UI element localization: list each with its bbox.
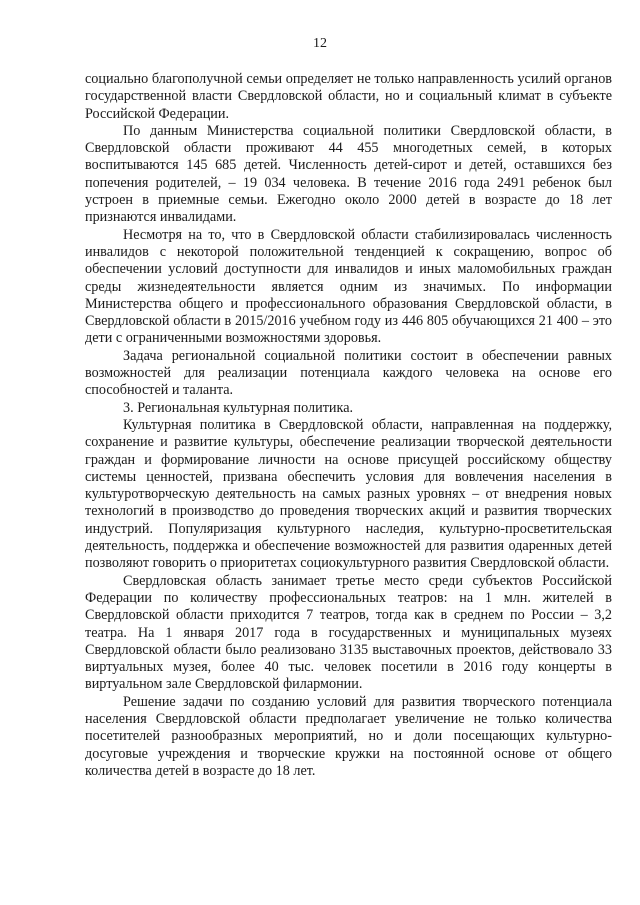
page-number: 12 [313, 36, 327, 51]
paragraph-continuation: социально благополучной семьи определяет не только направленность усилий органов государственной власти Свердловской области, но и социальный климат в субъекте Российской Федерации. [85, 71, 612, 122]
paragraph-creative-potential: Решение задачи по созданию условий для развития творческого потенциала населения Свердловской области предполагает увеличение не только количества посетителей разнообразных мероприятий, но и доли посещающих культурно-досуговые учреждения и творческие кружки на постоянной основе от общего количества детей в возрасте до 18 лет. [85, 693, 612, 779]
paragraph-theatres-museums: Свердловская область занимает третье место среди субъектов Российской Федерации по количеству профессиональных театров: на 1 млн. жителей в Свердловской области приходится 7 театров, тогда как в среднем по России – 3,2 театра. На 1 января 2017 года в государственных и муниципальных музеях Свердловской области было реализовано 3135 выставочных проектов, действовало 33 виртуальных музея, более 40 тыс. человек посетили в 2016 году концерты в виртуальном зале Свердловской филармонии. [85, 572, 612, 693]
paragraph-cultural-policy: Культурная политика в Свердловской области, направленная на поддержку, сохранение и развитие культуры, обеспечение реализации творческой деятельности граждан и формирование личности на основе присущей российскому обществу системы ценностей, призвана обеспечить условия для вовлечения населения в культуротворческую деятельность на самых разных уровнях – от внедрения новых технологий в производство до проведения творческих акций и развития творческих индустрий. Популяризация культурного наследия, культурно-просветительская деятельность, поддержка и обеспечение возможностей для развития одаренных детей позволяют говорить о приоритетах социокультурного развития Свердловской области. [85, 416, 612, 572]
section-heading: 3. Региональная культурная политика. [123, 399, 354, 416]
paragraph-large-families: По данным Министерства социальной политики Свердловской области, в Свердловской области проживают 44 455 многодетных семей, в которых воспитываются 145 685 детей. Численность детей-сирот и детей, оставшихся без попечения родителей, – 19 034 человека. В течение 2016 года 2491 ребенок был устроен в приемные семьи. Ежегодно около 2000 детей в возрасте до 18 лет признаются инвалидами. [85, 122, 612, 226]
paragraph-disabled-accessibility: Несмотря на то, что в Свердловской области стабилизировалась численность инвалидов с некоторой положительной тенденцией к сокращению, вопрос об обеспечении условий доступности для инвалидов и иных маломобильных граждан среды жизнедеятельности является одним из значимых. По информации Министерства общего и профессионального образования Свердловской области, в Свердловской области в 2015/2016 учебном году из 446 805 обучающихся 21 400 – это дети с ограниченными возможностями здоровья. [85, 226, 612, 347]
document-body [85, 71, 612, 780]
paragraph-social-policy-goal: Задача региональной социальной политики состоит в обеспечении равных возможностей для реализации потенциала каждого человека на основе его способностей и таланта. [85, 347, 612, 399]
